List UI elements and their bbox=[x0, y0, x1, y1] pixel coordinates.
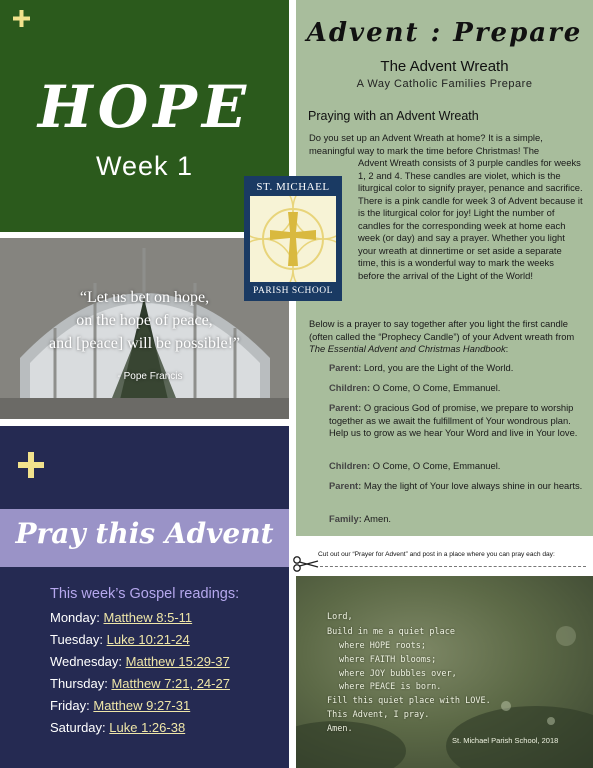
prayer-speaker: Parent: bbox=[329, 402, 362, 413]
reading-day: Friday: bbox=[50, 698, 90, 713]
intro-paragraph-continued: Advent Wreath consists of 3 purple candles for weeks 1, 2 and 4. These candles are violet, which is the liturgical color to signify prayer, penance and sacrifice. There is a pink candle for week 3 of Advent because it is the liturgical color for joy! Light the number of candles for the corresponding week at home each week (or day) and say a prayer. Whether you light your wreath at dinnertime or set aside a separate time, this is a wonderful way to mark the weeks before the arrival of the Light of the World! bbox=[358, 157, 583, 281]
reading-link[interactable]: Matthew 9:27-31 bbox=[93, 698, 191, 713]
gospel-heading: This week’s Gospel readings: bbox=[50, 586, 240, 602]
prayer-intro bbox=[309, 318, 585, 356]
reading-row bbox=[50, 632, 190, 647]
prayer-text: May the light of Your love always shine in our hearts. bbox=[361, 480, 583, 491]
cross-icon bbox=[18, 452, 44, 478]
card-line: where PEACE is born. bbox=[339, 682, 442, 692]
reading-day: Wednesday: bbox=[50, 654, 123, 669]
card-line: where JOY bubbles over, bbox=[339, 669, 457, 679]
quote-line-1: “Let us bet on hope, bbox=[79, 289, 210, 306]
prayer-line bbox=[329, 480, 583, 493]
quote-author: - Pope Francis bbox=[117, 371, 183, 382]
parish-crest-icon bbox=[250, 196, 336, 282]
intro-paragraph-start: Do you set up an Advent Wreath at home? It is a simple, meaningful way to mark the time before Christmas! The bbox=[309, 132, 543, 156]
prayer-text: O Come, O Come, Emmanuel. bbox=[370, 460, 501, 471]
cut-line bbox=[320, 566, 586, 567]
card-line: where FAITH blooms; bbox=[339, 655, 437, 665]
reading-row bbox=[50, 720, 185, 735]
prayer-intro-text: Below is a prayer to say together after you light the first candle (often called the “Prophecy Candle”) of your Advent wreath from bbox=[309, 318, 575, 342]
reading-link[interactable]: Luke 10:21-24 bbox=[106, 632, 190, 647]
section-heading: Praying with an Advent Wreath bbox=[308, 109, 479, 123]
quote-line-2: on the hope of peace, bbox=[76, 312, 213, 329]
reading-row bbox=[50, 654, 230, 669]
reading-row bbox=[50, 698, 190, 713]
parish-logo bbox=[244, 176, 342, 301]
cut-instruction: Cut out our “Prayer for Advent” and post in a place where you can pray each day: bbox=[318, 551, 555, 558]
prayer-speaker: Parent: bbox=[329, 480, 362, 491]
reading-day: Saturday: bbox=[50, 720, 106, 735]
prayer-speaker: Family: bbox=[329, 513, 362, 524]
logo-top-text: ST. MICHAEL bbox=[256, 181, 330, 193]
tagline: A Way Catholic Families Prepare bbox=[356, 78, 533, 90]
logo-bottom-text: PARISH SCHOOL bbox=[253, 286, 333, 296]
prayer-intro-end: : bbox=[505, 343, 509, 354]
scissors-icon bbox=[292, 556, 320, 572]
quote-line-3: and [peace] will be possible!” bbox=[48, 335, 241, 352]
subtitle: The Advent Wreath bbox=[380, 58, 509, 75]
prayer-line bbox=[329, 513, 583, 526]
week-label: Week 1 bbox=[95, 151, 194, 181]
card-line: Fill this quiet place with LOVE. bbox=[327, 696, 491, 706]
cross-icon bbox=[13, 10, 30, 27]
prayer-line bbox=[329, 460, 583, 473]
reading-link[interactable]: Luke 1:26-38 bbox=[109, 720, 186, 735]
card-line: Lord, bbox=[327, 612, 353, 622]
hope-title: HOPE bbox=[37, 73, 252, 141]
card-line: Build in me a quiet place bbox=[327, 627, 455, 637]
prayer-text: Amen. bbox=[361, 513, 392, 524]
prayer-line bbox=[329, 402, 583, 440]
prayer-line bbox=[329, 362, 583, 375]
prayer-intro-source: The Essential Advent and Christmas Handbook bbox=[309, 343, 506, 354]
reading-day: Tuesday: bbox=[50, 632, 103, 647]
prayer-speaker: Children: bbox=[329, 382, 371, 393]
card-line: This Advent, I pray. bbox=[327, 710, 430, 720]
prayer-speaker: Children: bbox=[329, 460, 371, 471]
reading-day: Thursday: bbox=[50, 676, 108, 691]
prayer-speaker: Parent: bbox=[329, 362, 362, 373]
pray-title: Pray this Advent bbox=[15, 517, 274, 550]
prayer-text: Lord, you are the Light of the World. bbox=[361, 362, 514, 373]
prayer-text: O gracious God of promise, we prepare to worship together as we await the fulfillment of Your wondrous plan. Help us to grow as we hear Your Word and live in Your love. bbox=[329, 402, 578, 438]
card-line: where HOPE roots; bbox=[339, 641, 426, 651]
prayer-text: O Come, O Come, Emmanuel. bbox=[370, 382, 501, 393]
main-title: Advent : Prepare bbox=[306, 18, 583, 48]
reading-row bbox=[50, 610, 192, 625]
reading-link[interactable]: Matthew 8:5-11 bbox=[103, 610, 193, 625]
reading-link[interactable]: Matthew 7:21, 24-27 bbox=[111, 676, 230, 691]
reading-row bbox=[50, 676, 230, 691]
card-line: Amen. bbox=[327, 724, 353, 734]
card-signature: St. Michael Parish School, 2018 bbox=[452, 736, 559, 745]
reading-link[interactable]: Matthew 15:29-37 bbox=[125, 654, 230, 669]
reading-day: Monday: bbox=[50, 610, 100, 625]
prayer-line bbox=[329, 382, 583, 395]
